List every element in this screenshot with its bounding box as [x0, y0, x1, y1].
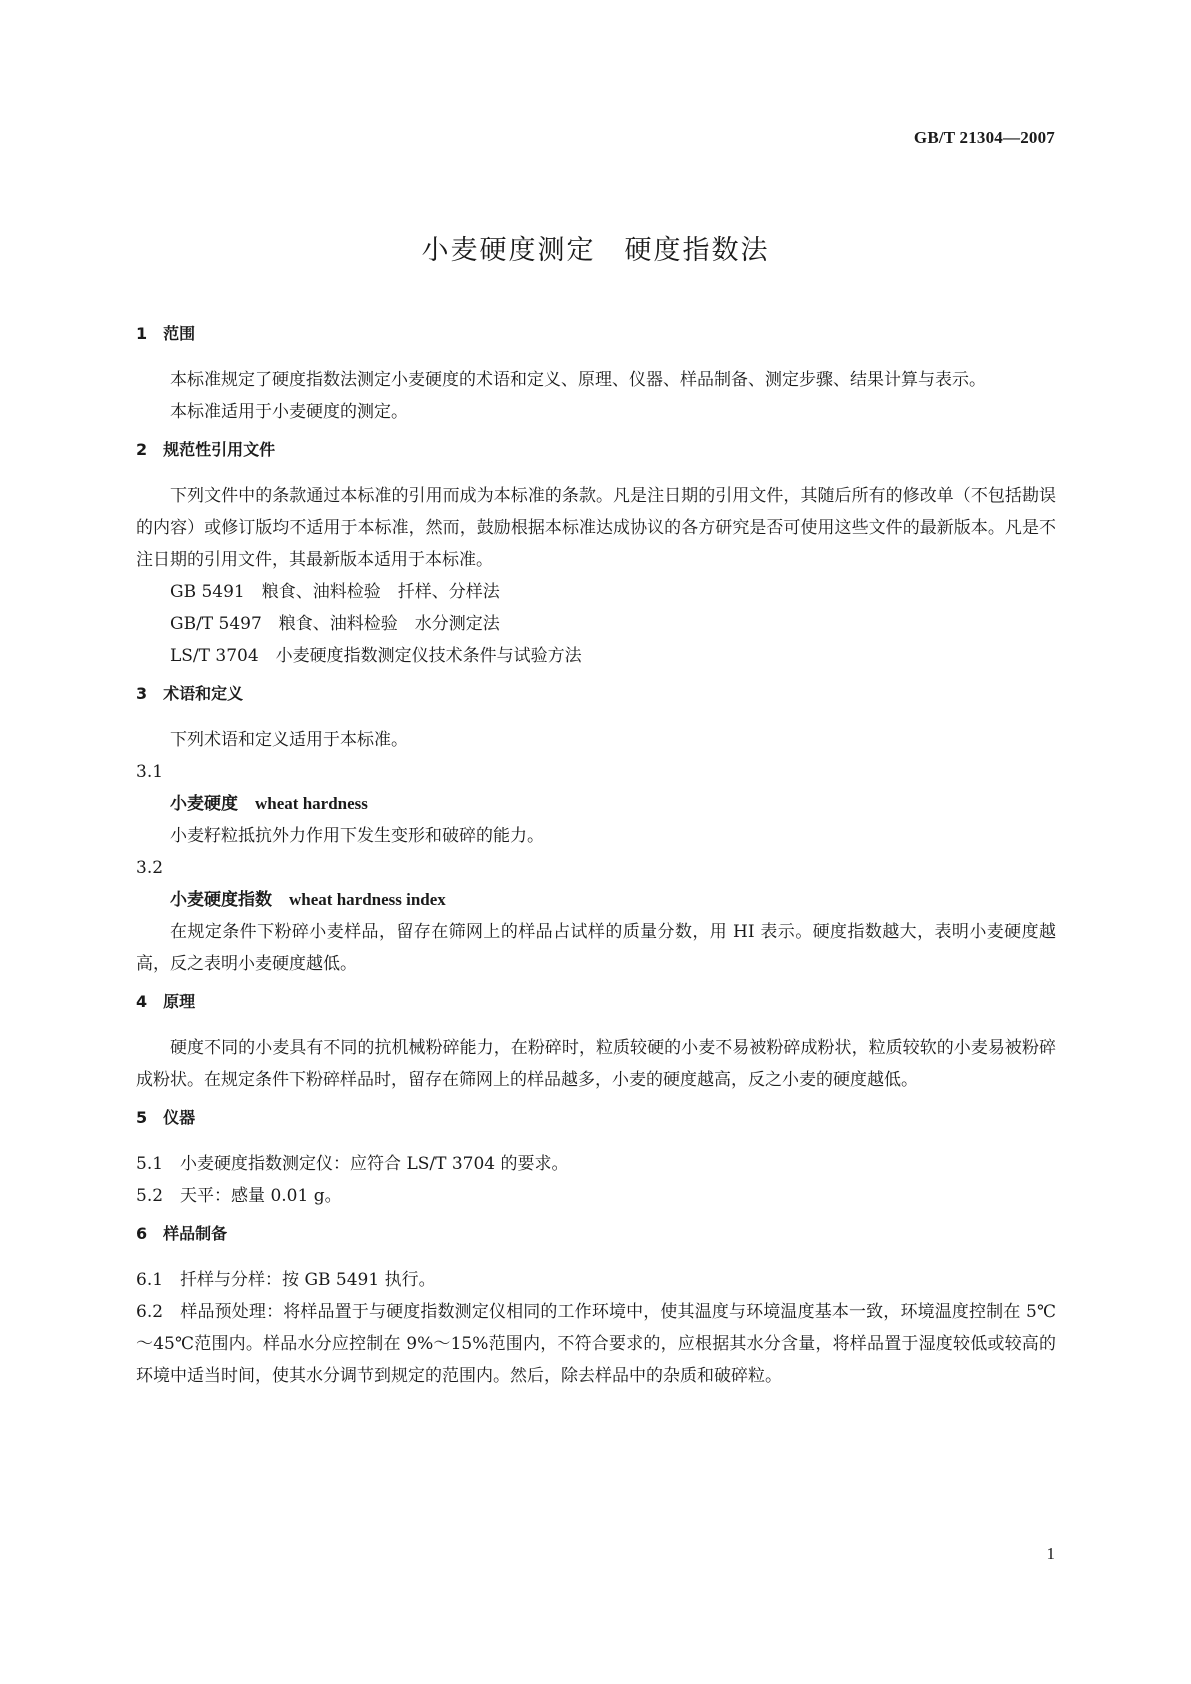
clause-5-2-number: 5.2 [136, 1186, 164, 1206]
standard-number: GB/T 21304—2007 [913, 128, 1055, 147]
section-2-heading: 2 规范性引用文件 [136, 440, 276, 459]
term-3-1-definition: 小麦籽粒抵抗外力作用下发生变形和破碎的能力。 [170, 826, 544, 846]
clause-5-1-number: 5.1 [136, 1154, 164, 1174]
section-3-paragraph-1: 下列术语和定义适用于本标准。 [170, 730, 408, 750]
normative-reference-2: GB/T 5497 粮食、油料检验 水分测定法 [170, 614, 500, 634]
normative-reference-3: LS/T 3704 小麦硬度指数测定仪技术条件与试验方法 [170, 646, 582, 666]
term-3-2-heading [136, 884, 1056, 916]
term-3-2-number: 3.2 [136, 858, 164, 878]
clause-5-1-text: 小麦硬度指数测定仪：应符合 LS/T 3704 的要求。 [180, 1154, 569, 1174]
term-3-1-number: 3.1 [136, 762, 164, 782]
clause-6-1-number: 6.1 [136, 1270, 164, 1290]
section-4-paragraph-1: 硬度不同的小麦具有不同的抗机械粉碎能力，在粉碎时，粒质较硬的小麦不易被粉碎成粉状，粒质较软的小麦易被粉碎成粉状。在规定条件下粉碎样品时，留存在筛网上的样品越多，小麦的硬度越高，反之小麦的硬度越低。 [136, 1038, 1056, 1090]
normative-reference-1: GB 5491 粮食、油料检验 扦样、分样法 [170, 582, 500, 602]
section-1-paragraph-2: 本标准适用于小麦硬度的测定。 [170, 402, 408, 422]
section-1-paragraph-1: 本标准规定了硬度指数法测定小麦硬度的术语和定义、原理、仪器、样品制备、测定步骤、结果计算与表示。 [170, 370, 986, 390]
term-3-1-english: wheat hardness [255, 794, 368, 813]
clause-5-2-text: 天平：感量 0.01 g。 [180, 1186, 342, 1206]
clause-6-1 [136, 1264, 1056, 1296]
term-3-2-english: wheat hardness index [289, 890, 446, 909]
clause-6-2 [136, 1296, 1056, 1392]
section-4-heading: 4 原理 [136, 992, 196, 1011]
section-6-heading: 6 样品制备 [136, 1224, 228, 1243]
term-3-2-chinese: 小麦硬度指数 [170, 890, 272, 910]
term-3-1-heading [136, 788, 1056, 820]
clause-5-1 [136, 1148, 1056, 1180]
document-title: 小麦硬度测定 硬度指数法 [421, 235, 770, 266]
clause-6-1-text: 扦样与分样：按 GB 5491 执行。 [180, 1270, 436, 1290]
term-3-1-chinese: 小麦硬度 [170, 794, 238, 814]
section-1-heading: 1 范围 [136, 324, 196, 343]
clause-6-2-number: 6.2 [136, 1302, 164, 1322]
document-body [136, 322, 1056, 1392]
section-2-paragraph-1: 下列文件中的条款通过本标准的引用而成为本标准的条款。凡是注日期的引用文件，其随后所有的修改单（不包括勘误的内容）或修订版均不适用于本标准，然而，鼓励根据本标准达成协议的各方研究是否可使用这些文件的最新版本。凡是不注日期的引用文件，其最新版本适用于本标准。 [136, 486, 1056, 570]
clause-6-2-text: 样品预处理：将样品置于与硬度指数测定仪相同的工作环境中，使其温度与环境温度基本一致，环境温度控制在 5℃～45℃范围内。样品水分应控制在 9%～15%范围内，不符合要求的，应根据其水分含量，将样品置于湿度较低或较高的环境中适当时间，使其水分调节到规定的范围内。然后，除去样品中的杂质和破碎粒。 [136, 1302, 1056, 1386]
term-3-2-definition: 在规定条件下粉碎小麦样品，留存在筛网上的样品占试样的质量分数，用 HI 表示。硬度指数越大，表明小麦硬度越高，反之表明小麦硬度越低。 [136, 922, 1056, 974]
section-3-heading: 3 术语和定义 [136, 684, 244, 703]
page-number: 1 [1046, 1544, 1055, 1563]
clause-5-2 [136, 1180, 1056, 1212]
section-5-heading: 5 仪器 [136, 1108, 196, 1127]
